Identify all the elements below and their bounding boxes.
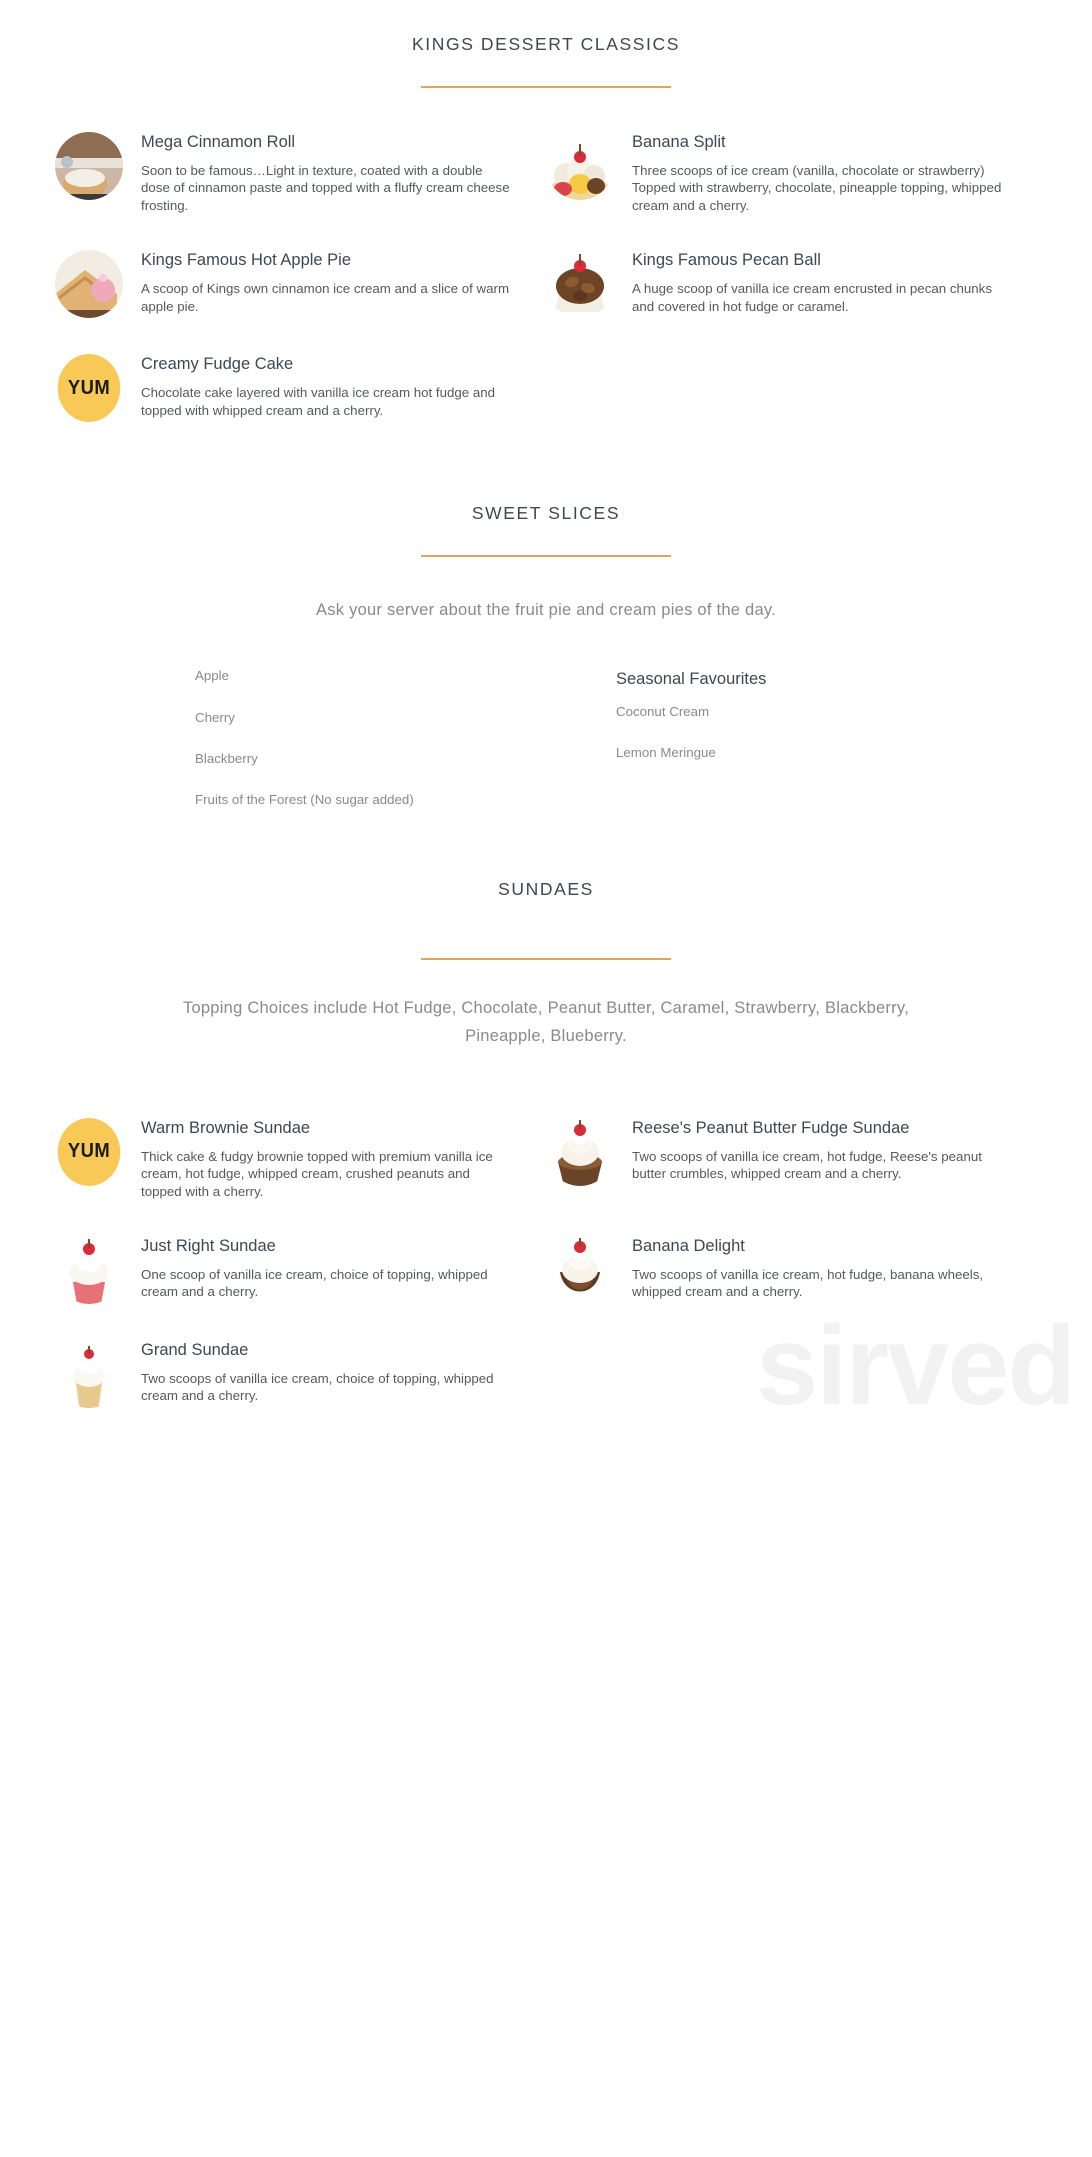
menu-item-name: Grand Sundae	[141, 1341, 249, 1360]
yum-badge: YUM	[58, 354, 121, 422]
menu-item[interactable]	[55, 248, 546, 318]
menu-item-body	[632, 130, 1003, 214]
menu-item[interactable]	[546, 130, 1037, 214]
pie-column-seasonal	[616, 667, 1037, 822]
menu-item-description: Thick cake & fudgy brownie topped with premium vanilla ice cream, hot fudge, whipped cream, crushed peanuts and topped with a cherry.	[141, 1148, 493, 1199]
pie-list-item: Coconut Cream	[616, 704, 710, 720]
menu-item[interactable]	[55, 1234, 546, 1304]
pie-list-item: Apple	[195, 668, 230, 684]
menu-item[interactable]	[55, 1116, 546, 1200]
menu-item[interactable]	[546, 1116, 1037, 1200]
menu-item-description: Three scoops of ice cream (vanilla, chocolate or strawberry) Topped with strawberry, chocolate, pineapple topping, whipped cream and a cherry.	[632, 163, 1002, 213]
menu-item-body	[141, 1116, 512, 1200]
menu-item-body	[141, 352, 512, 419]
pie-list-item: Cherry	[195, 709, 235, 725]
menu-item-grid	[0, 1050, 1092, 1442]
section-sundaes	[0, 822, 1092, 1442]
section-title: SWEET SLICES	[471, 503, 621, 524]
section-note: Topping Choices include Hot Fudge, Chocolate, Peanut Butter, Caramel, Strawberry, Blackberry, Pineapple, Blueberry.	[182, 998, 910, 1045]
pie-list-item: Fruits of the Forest (No sugar added)	[195, 792, 414, 808]
menu-item[interactable]	[546, 1234, 1037, 1304]
menu-item-body	[141, 248, 512, 315]
menu-item-name: Warm Brownie Sundae	[141, 1118, 311, 1137]
menu-item-name: Banana Delight	[632, 1237, 745, 1256]
menu-item[interactable]	[546, 248, 1037, 318]
menu-item[interactable]	[55, 1338, 546, 1408]
menu-item-description: Two scoops of vanilla ice cream, hot fudge, Reese's peanut butter crumbles, whipped cream and a cherry.	[632, 1148, 982, 1182]
menu-item-body	[632, 248, 1003, 315]
yum-badge: YUM	[58, 1118, 121, 1186]
section-header	[0, 879, 1092, 960]
watermark-text: sirved	[756, 1303, 1074, 1429]
menu-item-body	[632, 1116, 1003, 1183]
menu-item-name: Banana Split	[632, 133, 726, 151]
pie-column-fruit	[195, 667, 616, 822]
menu-item-description: One scoop of vanilla ice cream, choice of topping, whipped cream and a cherry.	[141, 1267, 488, 1300]
menu-item-description: A huge scoop of vanilla ice cream encrusted in pecan chunks and covered in hot fudge or caramel.	[632, 281, 992, 314]
pie-list-item: Blackberry	[195, 751, 258, 767]
section-title: SUNDAES	[498, 878, 594, 899]
menu-item[interactable]	[55, 352, 546, 422]
apple-pie-photo	[55, 250, 123, 318]
menu-item-description: Two scoops of vanilla ice cream, choice of topping, whipped cream and a cherry.	[141, 1371, 494, 1404]
section-note: Ask your server about the fruit pie and cream pies of the day.	[315, 601, 776, 620]
menu-item-description: Soon to be famous…Light in texture, coated with a double dose of cinnamon paste and topped with a fluffy cream cheese frosting.	[141, 163, 510, 213]
grand-sundae-photo	[55, 1340, 123, 1408]
banana-split-photo	[546, 132, 614, 200]
banana-delight-photo	[546, 1236, 614, 1304]
menu-item-grid	[0, 88, 1092, 456]
menu-item-description: Two scoops of vanilla ice cream, hot fudge, banana wheels, whipped cream and a cherry.	[632, 1267, 984, 1300]
menu-item-name: Kings Famous Pecan Ball	[632, 251, 821, 270]
cinnamon-roll-photo	[55, 132, 123, 200]
pie-list-item: Lemon Meringue	[616, 744, 716, 760]
just-right-sundae-photo	[55, 1236, 123, 1304]
pecan-ball-photo	[546, 250, 614, 318]
menu-item-name: Creamy Fudge Cake	[141, 355, 294, 374]
menu-item-body	[141, 1234, 512, 1301]
section-title: KINGS DESSERT CLASSICS	[412, 34, 680, 54]
menu-item-name: Reese's Peanut Butter Fudge Sundae	[632, 1118, 910, 1137]
menu-item-description: Chocolate cake layered with vanilla ice cream hot fudge and topped with whipped cream and a cherry.	[141, 385, 496, 418]
menu-item-body	[632, 1234, 1003, 1301]
menu-item-description: A scoop of Kings own cinnamon ice cream and a slice of warm apple pie.	[141, 281, 510, 314]
menu-item-name: Mega Cinnamon Roll	[141, 133, 296, 151]
section-kings-dessert-classics	[0, 0, 1092, 456]
section-header	[0, 34, 1092, 88]
reeses-sundae-photo	[546, 1118, 614, 1186]
menu-item-name: Kings Famous Hot Apple Pie	[141, 251, 352, 270]
menu-item[interactable]	[55, 130, 546, 214]
pie-columns	[0, 624, 1092, 822]
menu-item-body	[141, 130, 512, 214]
pie-column-heading: Seasonal Favourites	[616, 670, 767, 689]
menu-item-name: Just Right Sundae	[141, 1237, 276, 1256]
section-sweet-slices	[0, 456, 1092, 822]
menu-item-body	[141, 1338, 512, 1405]
section-header	[0, 503, 1092, 557]
